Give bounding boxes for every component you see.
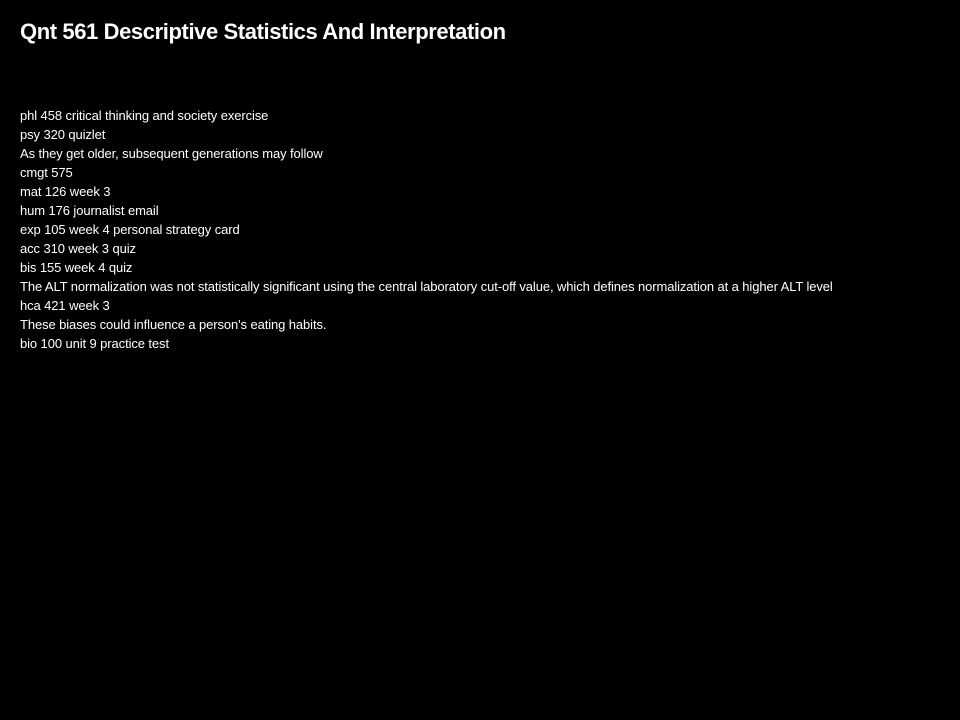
text-line: exp 105 week 4 personal strategy card xyxy=(20,222,240,237)
text-line: The ALT normalization was not statistically significant using the central laboratory cut-off value, which defines normalization at a higher ALT level xyxy=(20,279,833,294)
text-line: acc 310 week 3 quiz xyxy=(20,241,136,256)
text-line: cmgt 575 xyxy=(20,165,73,180)
text-line: As they get older, subsequent generations may follow xyxy=(20,146,323,161)
text-line: psy 320 quizlet xyxy=(20,127,106,142)
text-line: hca 421 week 3 xyxy=(20,298,110,313)
text-line: These biases could influence a person's eating habits. xyxy=(20,317,327,332)
text-line: bio 100 unit 9 practice test xyxy=(20,336,169,351)
text-line: hum 176 journalist email xyxy=(20,203,159,218)
text-line: mat 126 week 3 xyxy=(20,184,111,199)
text-line: bis 155 week 4 quiz xyxy=(20,260,133,275)
page-title: Qnt 561 Descriptive Statistics And Interpretation xyxy=(20,19,506,44)
text-line: phl 458 critical thinking and society exercise xyxy=(20,108,269,123)
text-list xyxy=(20,106,940,353)
